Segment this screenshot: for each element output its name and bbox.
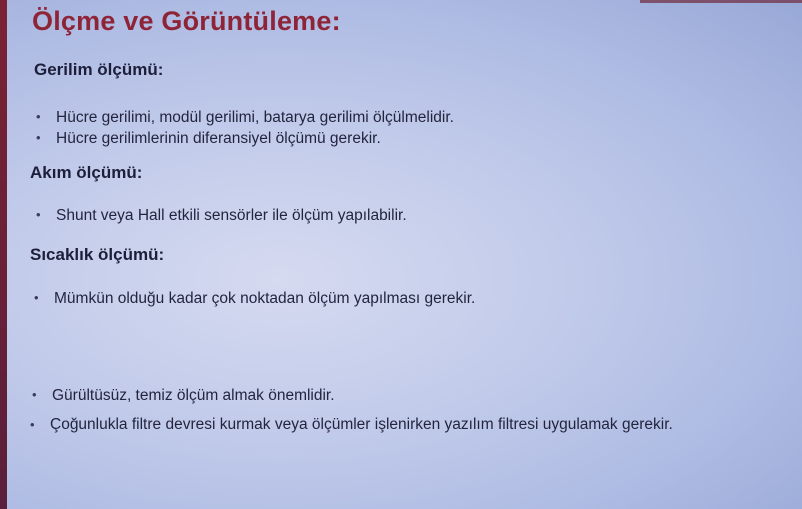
slide-left-accent-bar: [0, 0, 7, 509]
bullet-current-1: [36, 207, 407, 225]
slide-top-accent-strip: [640, 0, 802, 3]
slide-title: Ölçme ve Görüntüleme:: [32, 6, 341, 36]
bullet-dot-icon: •: [36, 207, 41, 222]
bullet-voltage-2: [36, 130, 381, 148]
note-1: [32, 387, 335, 405]
bullet-dot-icon: •: [36, 130, 41, 145]
note-2: [30, 414, 770, 435]
bullet-text: Çoğunlukla filtre devresi kurmak veya ölçümler işlenirken yazılım filtresi uygulamak gerekir.: [50, 416, 673, 433]
heading-current-measurement: Akım ölçümü:: [30, 163, 143, 182]
bullet-dot-icon: •: [36, 109, 41, 124]
heading-temperature-measurement: Sıcaklık ölçümü:: [30, 245, 165, 264]
bullet-text: Hücre gerilimi, modül gerilimi, batarya gerilimi ölçülmelidir.: [56, 109, 454, 126]
bullet-voltage-1: [36, 109, 454, 127]
bullet-dot-icon: •: [30, 417, 35, 432]
bullet-text: Mümkün olduğu kadar çok noktadan ölçüm yapılması gerekir.: [54, 290, 476, 307]
bullet-dot-icon: •: [34, 290, 39, 305]
bullet-text: Shunt veya Hall etkili sensörler ile ölçüm yapılabilir.: [56, 207, 407, 224]
heading-voltage-measurement: Gerilim ölçümü:: [34, 60, 164, 79]
bullet-temperature-1: [34, 290, 476, 308]
bullet-text: Hücre gerilimlerinin diferansiyel ölçümü gerekir.: [56, 130, 381, 147]
bullet-text: Gürültüsüz, temiz ölçüm almak önemlidir.: [52, 387, 335, 404]
bullet-dot-icon: •: [32, 387, 37, 402]
